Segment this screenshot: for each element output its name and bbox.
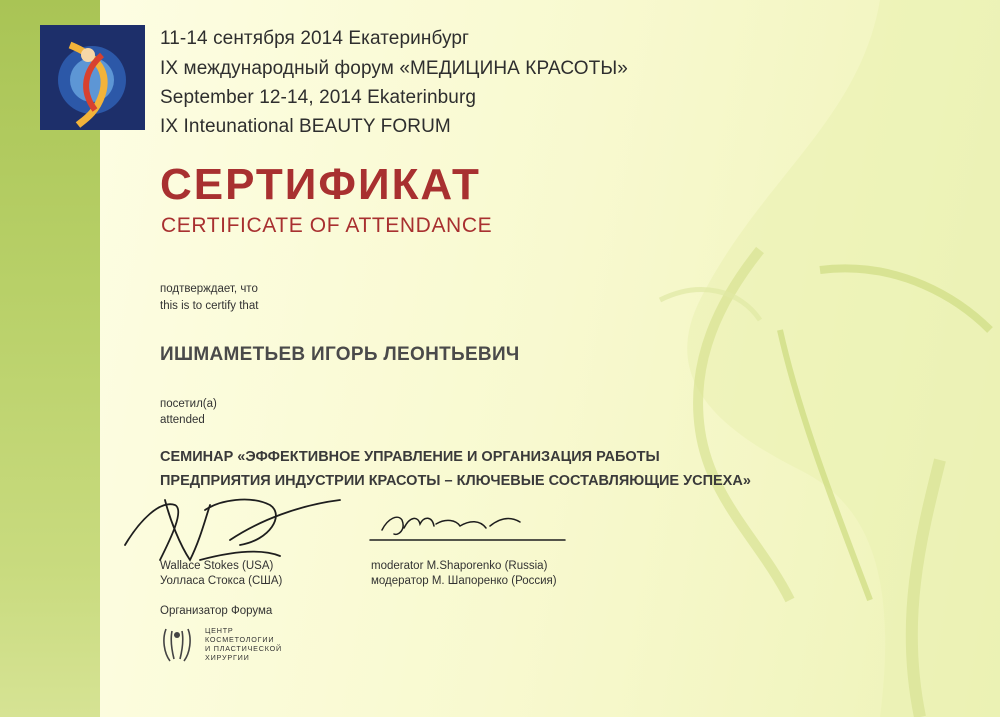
header-line-4: IX Inteunational BEAUTY FORUM bbox=[160, 116, 451, 137]
header-line-3: September 12-14, 2014 Ekaterinburg bbox=[160, 87, 477, 108]
signatory-right-en: moderator M.Shaporenko (Russia) bbox=[371, 560, 548, 572]
organizer-logo-icon bbox=[160, 625, 194, 665]
header-line-1: 11-14 сентября 2014 Екатеринбург bbox=[160, 28, 470, 49]
seminar-title-line-2: ПРЕДПРИЯТИЯ ИНДУСТРИИ КРАСОТЫ – КЛЮЧЕВЫЕ СОСТАВЛЯЮЩИЕ УСПЕХА» bbox=[160, 473, 751, 489]
organizer-line-4: ХИРУРГИИ bbox=[205, 653, 250, 662]
forum-logo-icon bbox=[40, 25, 145, 130]
organizer-line-2: КОСМЕТОЛОГИИ bbox=[205, 635, 275, 644]
organizer-label: Организатор Форума bbox=[160, 605, 273, 617]
organizer-line-1: ЦЕНТР bbox=[205, 626, 234, 635]
seminar-title-line-1: СЕМИНАР «ЭФФЕКТИВНОЕ УПРАВЛЕНИЕ И ОРГАНИЗАЦИЯ РАБОТЫ bbox=[160, 449, 660, 465]
attended-text-en: attended bbox=[160, 414, 205, 426]
certificate-title-ru: СЕРТИФИКАТ bbox=[160, 160, 481, 209]
recipient-name: ИШМАМЕТЬЕВ ИГОРЬ ЛЕОНТЬЕВИЧ bbox=[160, 344, 520, 365]
organizer-line-3: И ПЛАСТИЧЕСКОЙ bbox=[205, 644, 283, 653]
signatory-left-ru: Уолласа Стокса (США) bbox=[160, 575, 283, 587]
signatory-right-ru: модератор М. Шапоренко (Россия) bbox=[371, 575, 557, 587]
certify-text-ru: подтверждает, что bbox=[160, 283, 258, 295]
certificate-title-en: CERTIFICATE OF ATTENDANCE bbox=[161, 214, 493, 237]
attended-text-ru: посетил(а) bbox=[160, 398, 217, 410]
header-line-2: IX международный форум «МЕДИЦИНА КРАСОТЫ» bbox=[160, 58, 628, 79]
signatory-left-en: Wallace Stokes (USA) bbox=[160, 560, 274, 572]
certify-text-en: this is to certify that bbox=[160, 300, 259, 312]
